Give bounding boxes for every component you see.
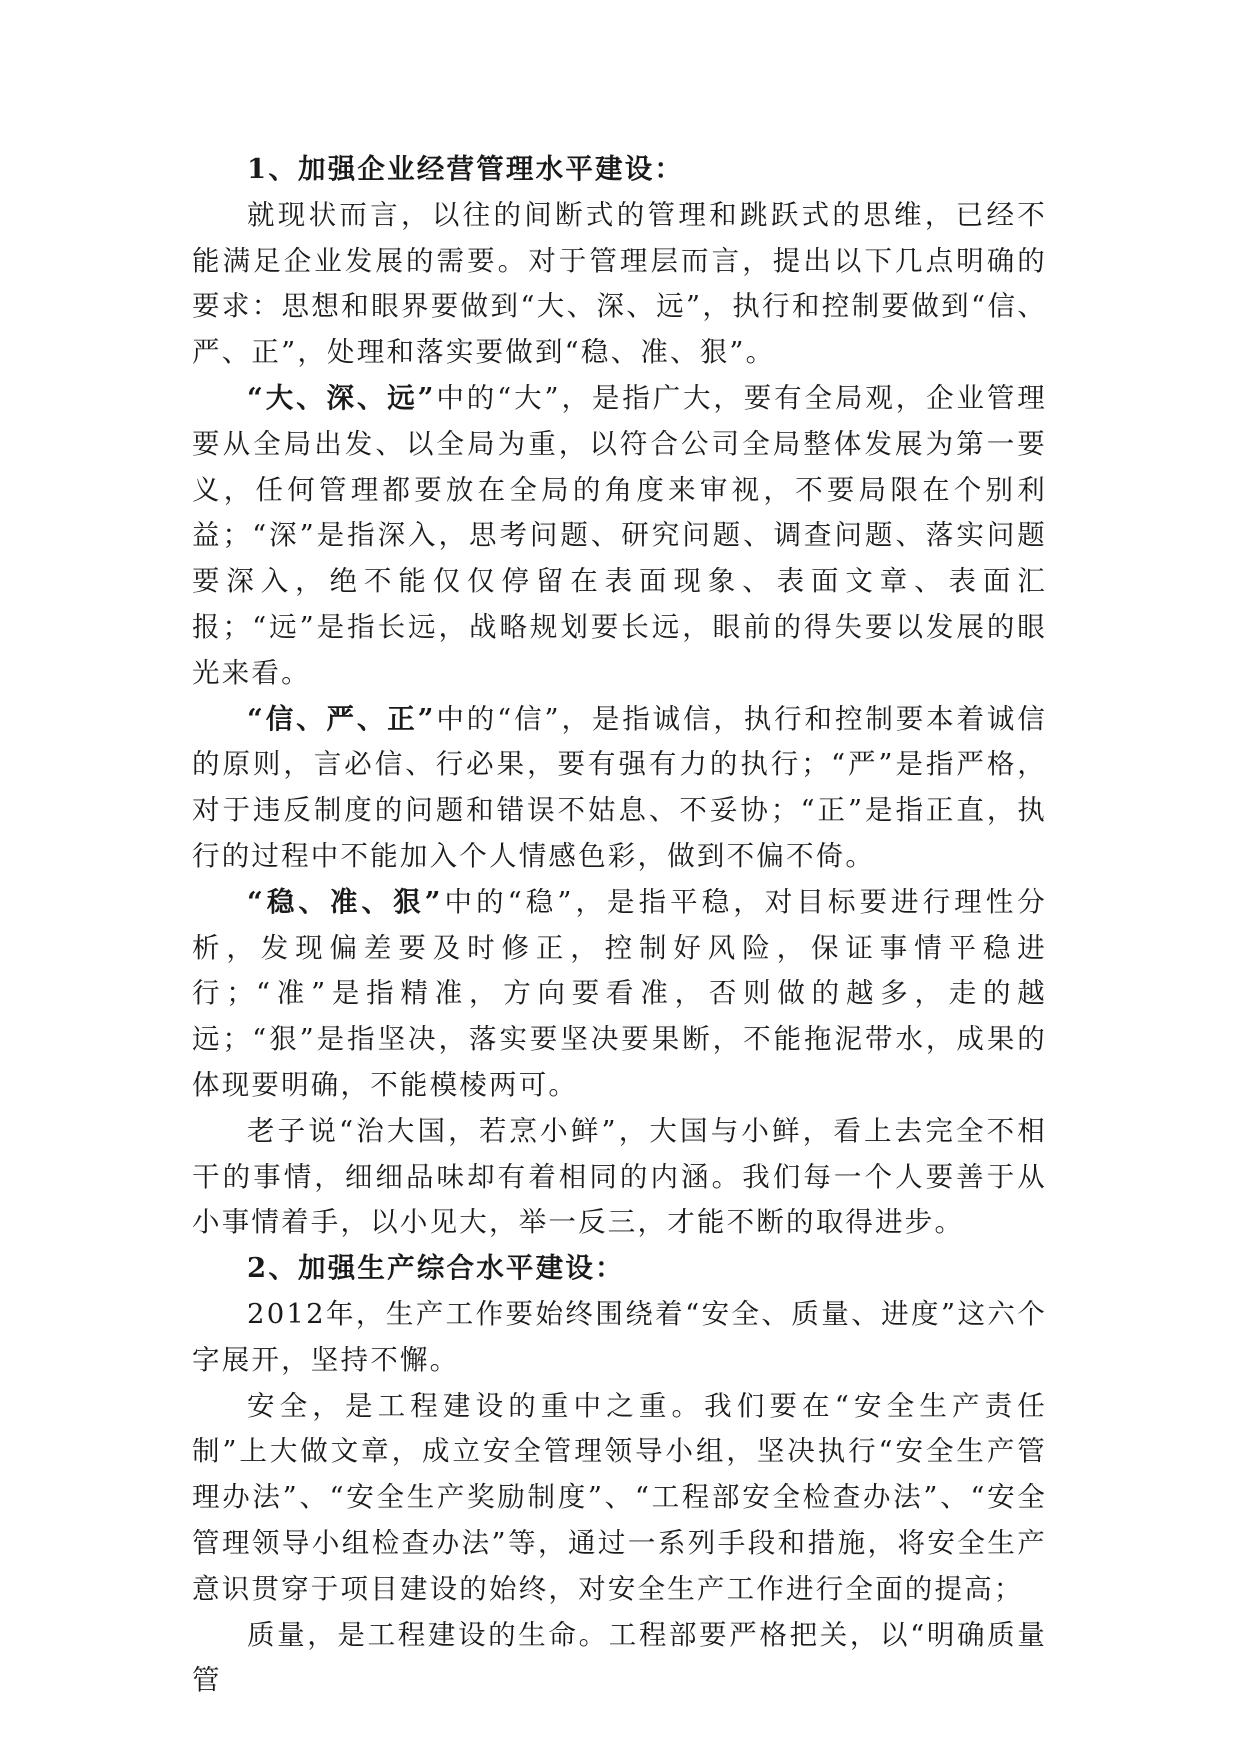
paragraph-text: 中的“大”，是指广大，要有全局观，企业管理要从全局出发、以全局为重，以符合公司全局整体发展为第一要义，任何管理都要放在全局的角度来审视，不要局限在个别利益；“深”是指深入，思考问题、研究问题、调查问题、落实问题要深入，绝不能仅仅停留在表面现象、表面文章、表面汇报；“远”是指长远，战略规划要长远，眼前的得失要以发展的眼光来看。 — [192, 381, 1047, 689]
paragraph — [192, 1613, 1047, 1705]
paragraph — [192, 697, 1047, 880]
paragraph — [192, 193, 1047, 376]
paragraph — [192, 1384, 1047, 1613]
paragraph-text: 老子说“治大国，若烹小鲜”，大国与小鲜，看上去完全不相干的事情，细细品味却有着相同的内涵。我们每一个人要善于从小事情着手，以小见大，举一反三，才能不断的取得进步。 — [192, 1114, 1047, 1239]
paragraph-text: 质量，是工程建设的生命。工程部要严格把关，以“明确质量管 — [192, 1618, 1047, 1697]
paragraph-lead: “稳、准、狠” — [247, 885, 443, 918]
paragraph-text: 2012年，生产工作要始终围绕着“安全、质量、进度”这六个字展开，坚持不懈。 — [192, 1297, 1047, 1376]
section-heading-2: 2、加强生产综合水平建设： — [247, 1252, 625, 1285]
paragraph — [192, 376, 1047, 697]
paragraph-lead: “信、严、正” — [247, 702, 436, 735]
paragraph-lead: “大、深、远” — [247, 381, 436, 414]
paragraph — [192, 880, 1047, 1109]
section-heading-1: 1、加强企业经营管理水平建设： — [247, 153, 685, 185]
paragraph-text: 中的“稳”，是指平稳，对目标要进行理性分析，发现偏差要及时修正，控制好风险，保证事情平稳进行；“准”是指精准，方向要看准，否则做的越多，走的越远；“狠”是指坚决，落实要坚决要果断，不能拖泥带水，成果的体现要明确，不能模棱两可。 — [192, 885, 1047, 1101]
paragraph-text: 安全，是工程建设的重中之重。我们要在“安全生产责任制”上大做文章，成立安全管理领导小组，坚决执行“安全生产管理办法”、“安全生产奖励制度”、“工程部安全检查办法”、“安全管理领导小组检查办法”等，通过一系列手段和措施，将安全生产意识贯穿于项目建设的始终，对安全生产工作进行全面的提高； — [192, 1389, 1047, 1605]
paragraph-text: 就现状而言，以往的间断式的管理和跳跃式的思维，已经不能满足企业发展的需要。对于管理层而言，提出以下几点明确的要求：思想和眼界要做到“大、深、远”，执行和控制要做到“信、严、正”，处理和落实要做到“稳、准、狠”。 — [192, 198, 1047, 369]
paragraph — [192, 1109, 1047, 1246]
paragraph — [192, 1292, 1047, 1384]
paragraph-text: 中的“信”，是指诚信，执行和控制要本着诚信的原则，言必信、行必果，要有强有力的执行；“严”是指严格，对于违反制度的问题和错误不姑息、不妥协；“正”是指正直，执行的过程中不能加入个人情感色彩，做到不偏不倚。 — [192, 702, 1047, 872]
document-page — [192, 147, 1047, 1704]
